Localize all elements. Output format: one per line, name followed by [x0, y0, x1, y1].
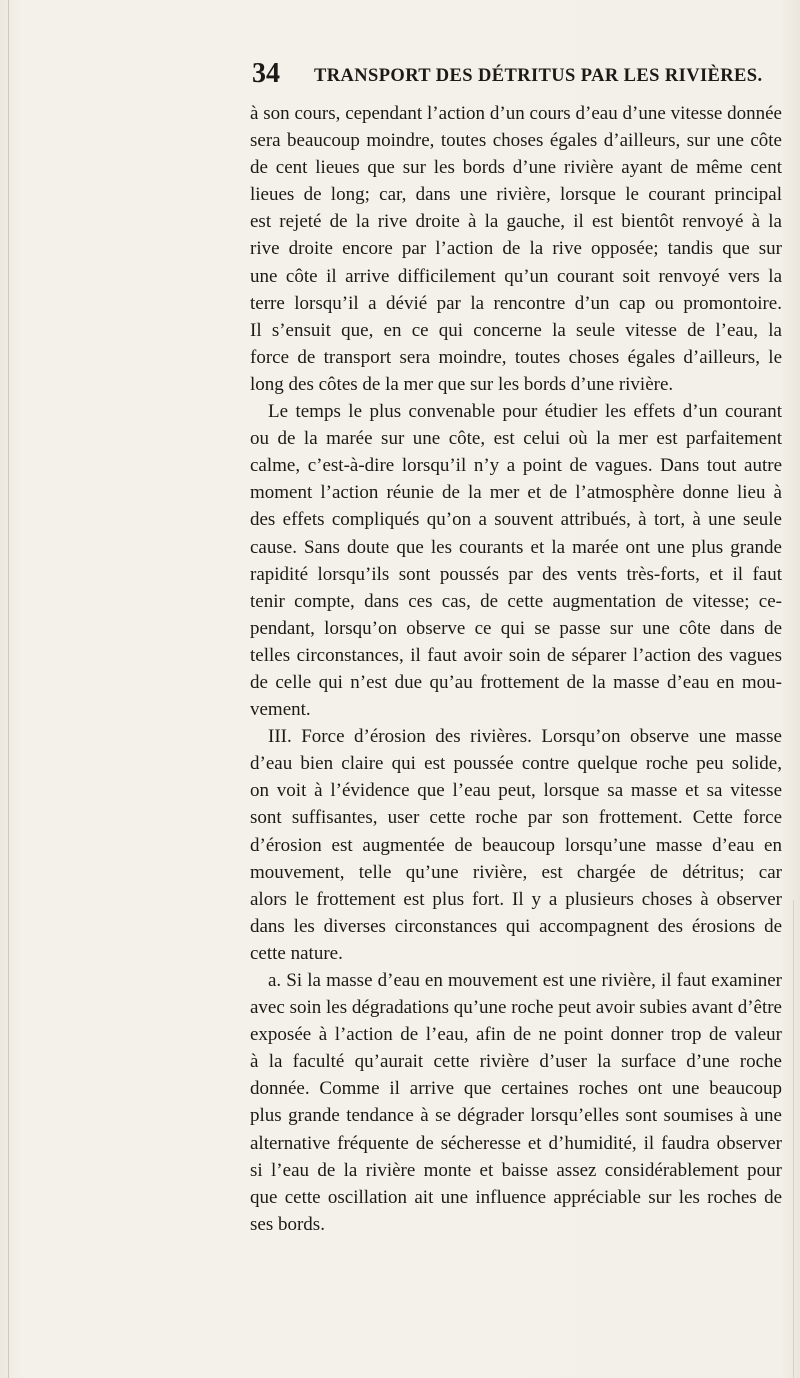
text-line: cette nature.: [250, 942, 343, 964]
text-line: alors le frottement est plus fort. Il y a plusieurs choses à observer: [250, 888, 782, 910]
text-line: avec soin les dégradations qu’une roche peut avoir subies avant d’être: [250, 997, 782, 1019]
text-line: sont suffisantes, user cette roche par son frottement. Cette force: [250, 807, 782, 829]
running-head: TRANSPORT DES DÉTRITUS PAR LES RIVIÈRES.: [314, 66, 763, 86]
text-line: terre lorsqu’il a dévié par la rencontre d’un cap ou promontoire.: [250, 292, 782, 314]
text-line: d’érosion est augmentée de beaucoup lorsqu’une masse d’eau en: [250, 834, 782, 856]
text-line: rive droite encore par l’action de la rive opposée; tandis que sur: [250, 238, 782, 260]
text-line: rapidité lorsqu’ils sont poussés par des vents très-forts, et il faut: [250, 563, 782, 585]
text-line: de cent lieues que sur les bords d’une rivière ayant de même cent: [250, 157, 782, 179]
text-line: de celle qui n’est due qu’au frottement de la masse d’eau en mou-: [250, 671, 782, 693]
text-line: cause. Sans doute que les courants et la marée ont une plus grande: [250, 536, 782, 558]
text-line: moment l’action réunie de la mer et de l’atmosphère donne lieu à: [250, 482, 782, 504]
text-line: Il s’ensuit que, en ce qui concerne la seule vitesse de l’eau, la: [250, 319, 782, 341]
text-line: à son cours, cependant l’action d’un cours d’eau d’une vitesse donnée: [250, 103, 782, 124]
page-number: 34: [252, 58, 280, 89]
text-line: à la faculté qu’aurait cette rivière d’user la surface d’une roche: [250, 1051, 782, 1073]
text-line: plus grande tendance à se dégrader lorsqu’elles sont soumises à une: [250, 1105, 782, 1127]
text-line: a. Si la masse d’eau en mouvement est une rivière, il faut examiner: [268, 970, 782, 991]
body-text: [250, 100, 782, 1238]
text-line: pendant, lorsqu’on observe ce qui se passe sur une côte dans de: [250, 617, 782, 639]
text-line: calme, c’est-à-dire lorsqu’il n’y a point de vagues. Dans tout autre: [250, 455, 782, 477]
text-line: telles circonstances, il faut avoir soin de séparer l’action des vagues: [250, 644, 782, 666]
page-gutter-edge: [8, 0, 9, 1378]
text-line: vement.: [250, 699, 311, 721]
text-line: ou de la marée sur une côte, est celui où la mer est parfaitement: [250, 428, 782, 450]
text-line: sera beaucoup moindre, toutes choses égales d’ailleurs, sur une côte: [250, 130, 782, 152]
text-line: d’eau bien claire qui est poussée contre quelque roche peu solide,: [250, 753, 782, 775]
text-line: Le temps le plus convenable pour étudier les effets d’un courant: [268, 401, 782, 423]
text-line: mouvement, telle qu’une rivière, est chargée de détritus; car: [250, 861, 782, 883]
text-line: donnée. Comme il arrive que certaines roches ont une beaucoup: [250, 1078, 782, 1100]
page-right-edge: [793, 900, 794, 1378]
text-line: III. Force d’érosion des rivières. Lorsqu’on observe une masse: [268, 726, 782, 748]
text-line: des effets compliqués qu’on a souvent attribués, à tort, à une seule: [250, 509, 782, 531]
text-line: exposée à l’action de l’eau, afin de ne point donner trop de valeur: [250, 1024, 782, 1046]
text-line: ses bords.: [250, 1213, 325, 1235]
text-line: une côte il arrive difficilement qu’un courant soit renvoyé vers la: [250, 265, 782, 287]
text-line: dans les diverses circonstances qui accompagnent des érosions de: [250, 915, 782, 937]
text-line: est rejeté de la rive droite à la gauche, il est bientôt renvoyé à la: [250, 211, 782, 233]
text-line: si l’eau de la rivière monte et baisse assez considérablement pour: [250, 1159, 782, 1181]
text-line: alternative fréquente de sécheresse et d’humidité, il faudra observer: [250, 1132, 782, 1154]
text-line: tenir compte, dans ces cas, de cette augmentation de vitesse; ce-: [250, 590, 782, 612]
text-line: lieues de long; car, dans une rivière, lorsque le courant principal: [250, 184, 782, 206]
text-line: on voit à l’évidence que l’eau peut, lorsque sa masse et sa vitesse: [250, 780, 782, 802]
text-line: long des côtes de la mer que sur les bords d’une rivière.: [250, 373, 674, 395]
text-line: que cette oscillation ait une influence appréciable sur les roches de: [250, 1186, 782, 1208]
text-line: force de transport sera moindre, toutes choses égales d’ailleurs, le: [250, 346, 782, 368]
